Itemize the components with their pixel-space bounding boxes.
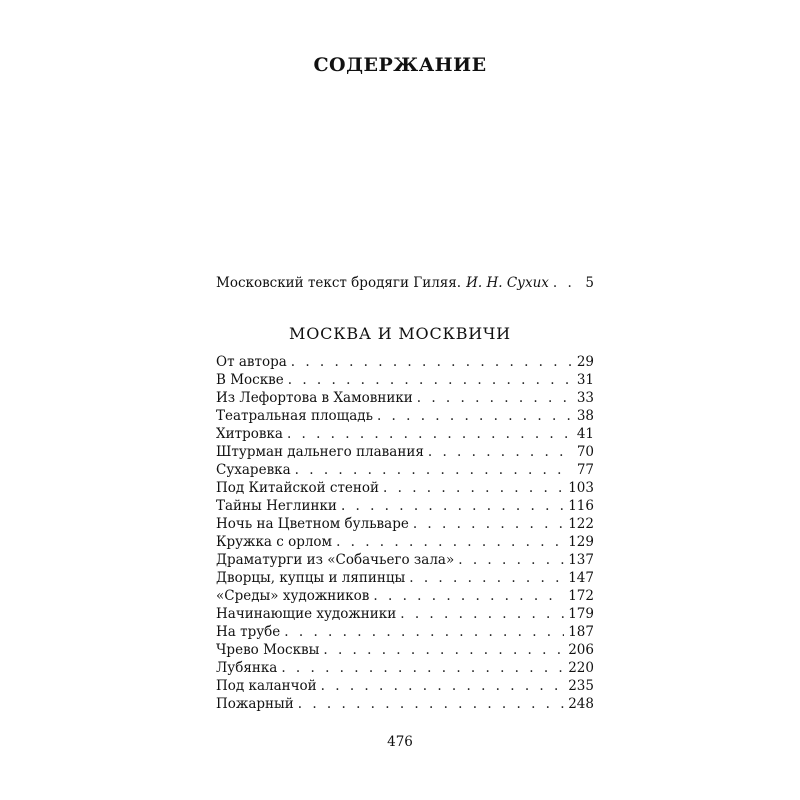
leader-dots (428, 443, 573, 461)
toc-intro-entry (216, 274, 594, 292)
toc-entry (216, 407, 594, 425)
toc-entry-title: Драматурги из «Собачьего зала» (216, 552, 455, 568)
toc-entry (216, 533, 594, 551)
toc-entry-title: Тайны Неглинки (216, 498, 337, 514)
toc-entry-title: Дворцы, купцы и ляпинцы (216, 570, 406, 586)
leader-dots (321, 677, 565, 695)
leader-dots (417, 389, 573, 407)
toc-entry-page: 172 (568, 588, 594, 604)
toc-entry-page: 248 (568, 696, 594, 712)
toc-entry-title: Московский текст бродяги Гиляя. (216, 275, 462, 291)
toc-entry-page: 103 (568, 480, 594, 496)
toc-entry-title: Под Китайской стеной (216, 480, 380, 496)
toc-entry-page: 122 (568, 516, 594, 532)
toc-entry (216, 605, 594, 623)
leader-dots (323, 641, 564, 659)
toc-entry-page: 235 (568, 678, 594, 694)
toc-entry-page: 147 (568, 570, 594, 586)
toc-entry-title: Из Лефортова в Хамовники (216, 390, 413, 406)
toc-entry-title: На трубе (216, 624, 281, 640)
toc-entry-page: 206 (568, 642, 594, 658)
leader-dots (287, 425, 573, 443)
toc-entry-title: Начинающие художники (216, 606, 397, 622)
toc-entry (216, 353, 594, 371)
leader-dots (284, 623, 564, 641)
leader-dots (281, 659, 564, 677)
toc-entry (216, 461, 594, 479)
toc-entry-title: Пожарный (216, 696, 294, 712)
toc-entry (216, 587, 594, 605)
leader-dots (413, 515, 564, 533)
section-heading: МОСКВА И МОСКВИЧИ (289, 324, 511, 343)
leader-dots (383, 479, 564, 497)
toc-entry (216, 677, 594, 695)
page-title: СОДЕРЖАНИЕ (313, 54, 487, 76)
toc-entry-page: 31 (576, 372, 594, 388)
leader-dots (377, 407, 573, 425)
toc-entry (216, 515, 594, 533)
toc-entry (216, 443, 594, 461)
toc-entry (216, 479, 594, 497)
leader-dots (336, 533, 564, 551)
toc-entry-title: Ночь на Цветном бульваре (216, 516, 409, 532)
toc-entry-page: 70 (576, 444, 594, 460)
leader-dots (288, 371, 573, 389)
toc-entry (216, 695, 594, 713)
leader-dots (291, 353, 573, 371)
toc-entry-title: Театральная площадь (216, 408, 373, 424)
leader-dots (458, 551, 564, 569)
toc-entry-page: 5 (585, 275, 594, 291)
toc-entry-page: 116 (568, 498, 594, 514)
leader-dots (553, 274, 582, 292)
toc-entry (216, 425, 594, 443)
toc-entry-title: Сухаревка (216, 462, 291, 478)
toc-entry (216, 551, 594, 569)
toc-entry-page: 129 (568, 534, 594, 550)
toc-entry (216, 497, 594, 515)
leader-dots (373, 587, 564, 605)
leader-dots (298, 695, 564, 713)
toc-entry-title: «Среды» художников (216, 588, 370, 604)
leader-dots (400, 605, 564, 623)
toc-entry (216, 371, 594, 389)
leader-dots (341, 497, 564, 515)
toc-entry-page: 137 (568, 552, 594, 568)
toc-entry-title: Лубянка (216, 660, 278, 676)
toc-entry-title: Чрево Москвы (216, 642, 320, 658)
toc-entry-page: 220 (568, 660, 594, 676)
toc-entry (216, 389, 594, 407)
toc-entry-page: 29 (576, 354, 594, 370)
toc-entry-page: 38 (576, 408, 594, 424)
toc-entry-title: В Москве (216, 372, 284, 388)
toc-entry-title: Кружка с орлом (216, 534, 333, 550)
toc-entry-author: И. Н. Сухих (466, 275, 549, 291)
toc-entry (216, 623, 594, 641)
toc-entry-page: 41 (576, 426, 594, 442)
toc-entry (216, 641, 594, 659)
toc-entry-title: Хитровка (216, 426, 283, 442)
toc-entry-title: Под каланчой (216, 678, 317, 694)
toc-entry-page: 187 (568, 624, 594, 640)
toc-entry-page: 179 (568, 606, 594, 622)
leader-dots (409, 569, 564, 587)
leader-dots (295, 461, 573, 479)
toc-entry-page: 77 (576, 462, 594, 478)
toc-entry-title: Штурман дальнего плавания (216, 444, 424, 460)
toc-entry-title: От автора (216, 354, 287, 370)
toc-entry (216, 569, 594, 587)
page-number: 476 (387, 734, 413, 750)
toc-entry (216, 659, 594, 677)
toc-entry-page: 33 (576, 390, 594, 406)
